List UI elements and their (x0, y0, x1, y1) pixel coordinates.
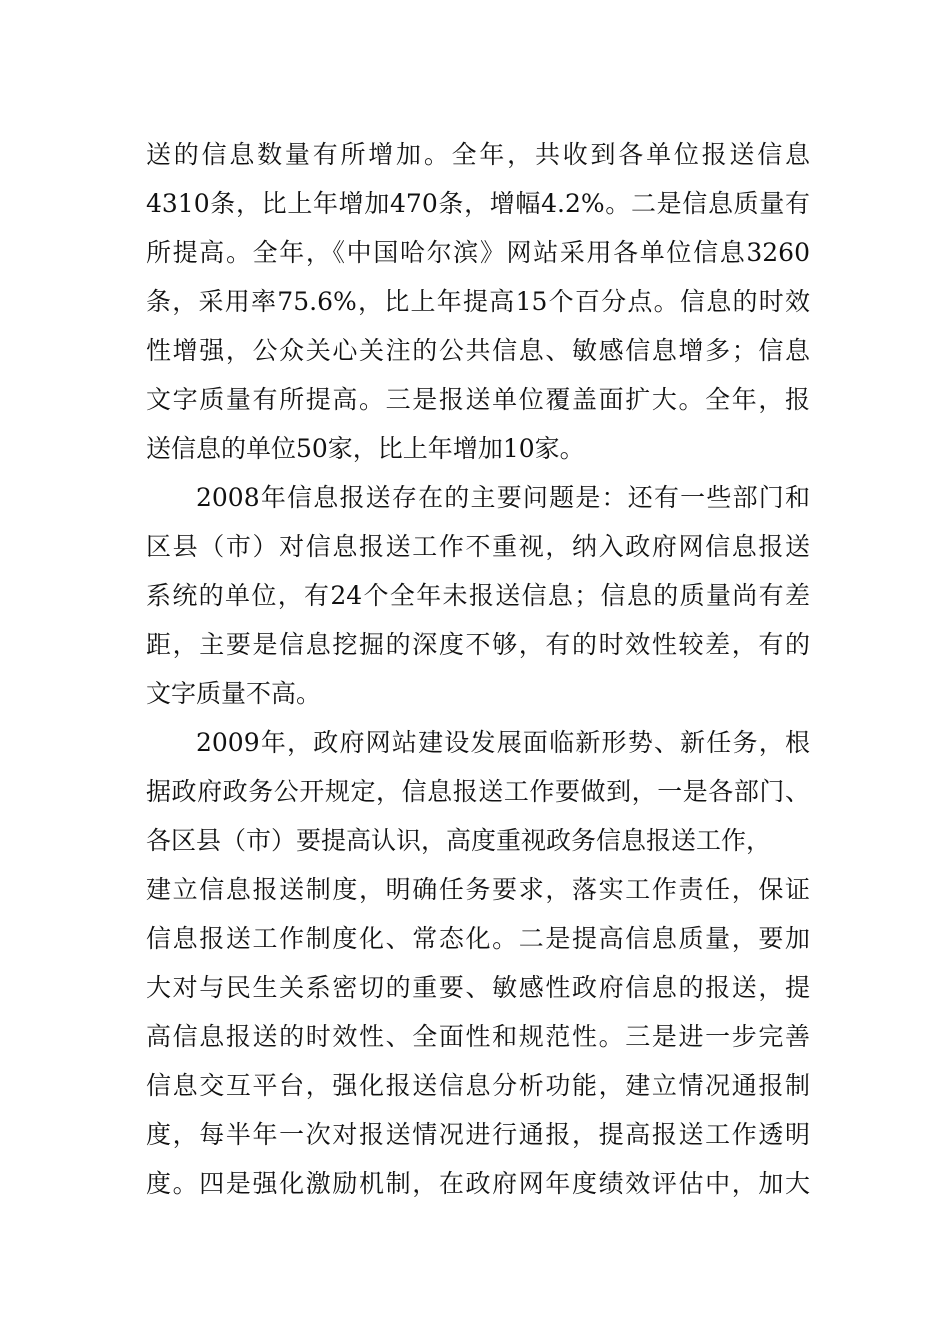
paragraph-3-line-1: 2009年，政府网站建设发展面临新形势、新任务，根 (196, 728, 810, 757)
paragraph-3-line-5: 信息报送工作制度化、常态化。二是提高信息质量，要加 (146, 924, 810, 953)
paragraph-1-line-3: 所提高。全年，《中国哈尔滨》网站采用各单位信息3260 (146, 238, 810, 267)
paragraph-1-line-4: 条，采用率75.6%，比上年提高15个百分点。信息的时效 (146, 287, 810, 316)
paragraph-2-line-3: 系统的单位，有24个全年未报送信息；信息的质量尚有差 (146, 581, 810, 610)
paragraph-3-line-7: 高信息报送的时效性、全面性和规范性。三是进一步完善 (146, 1022, 810, 1051)
paragraph-3-line-9: 度，每半年一次对报送情况进行通报，提高报送工作透明 (146, 1120, 810, 1149)
paragraph-1-line-6: 文字质量有所提高。三是报送单位覆盖面扩大。全年，报 (146, 385, 810, 414)
paragraph-3-line-4: 建立信息报送制度，明确任务要求，落实工作责任，保证 (146, 875, 810, 904)
paragraph-3-line-2: 据政府政务公开规定，信息报送工作要做到，一是各部门、 (146, 777, 810, 806)
paragraph-2-line-1: 2008年信息报送存在的主要问题是：还有一些部门和 (196, 483, 810, 512)
paragraph-1-line-7: 送信息的单位50家，比上年增加10家。 (146, 434, 585, 463)
document-body (146, 130, 810, 1208)
paragraph-1-line-1: 送的信息数量有所增加。全年，共收到各单位报送信息 (146, 140, 810, 169)
paragraph-3-line-10: 度。四是强化激励机制，在政府网年度绩效评估中，加大 (146, 1169, 810, 1198)
paragraph-3-line-6: 大对与民生关系密切的重要、敏感性政府信息的报送，提 (146, 973, 810, 1002)
paragraph-2-line-5: 文字质量不高。 (146, 679, 322, 708)
paragraph-1-line-2: 4310条，比上年增加470条，增幅4.2%。二是信息质量有 (146, 189, 810, 218)
paragraph-2-line-2: 区县（市）对信息报送工作不重视，纳入政府网信息报送 (146, 532, 810, 561)
paragraph-3-line-8: 信息交互平台，强化报送信息分析功能，建立情况通报制 (146, 1071, 810, 1100)
paragraph-3-line-3: 各区县（市）要提高认识，高度重视政务信息报送工作， (146, 826, 772, 855)
paragraph-2-line-4: 距，主要是信息挖掘的深度不够，有的时效性较差，有的 (146, 630, 810, 659)
paragraph-1-line-5: 性增强，公众关心关注的公共信息、敏感信息增多；信息 (146, 336, 810, 365)
